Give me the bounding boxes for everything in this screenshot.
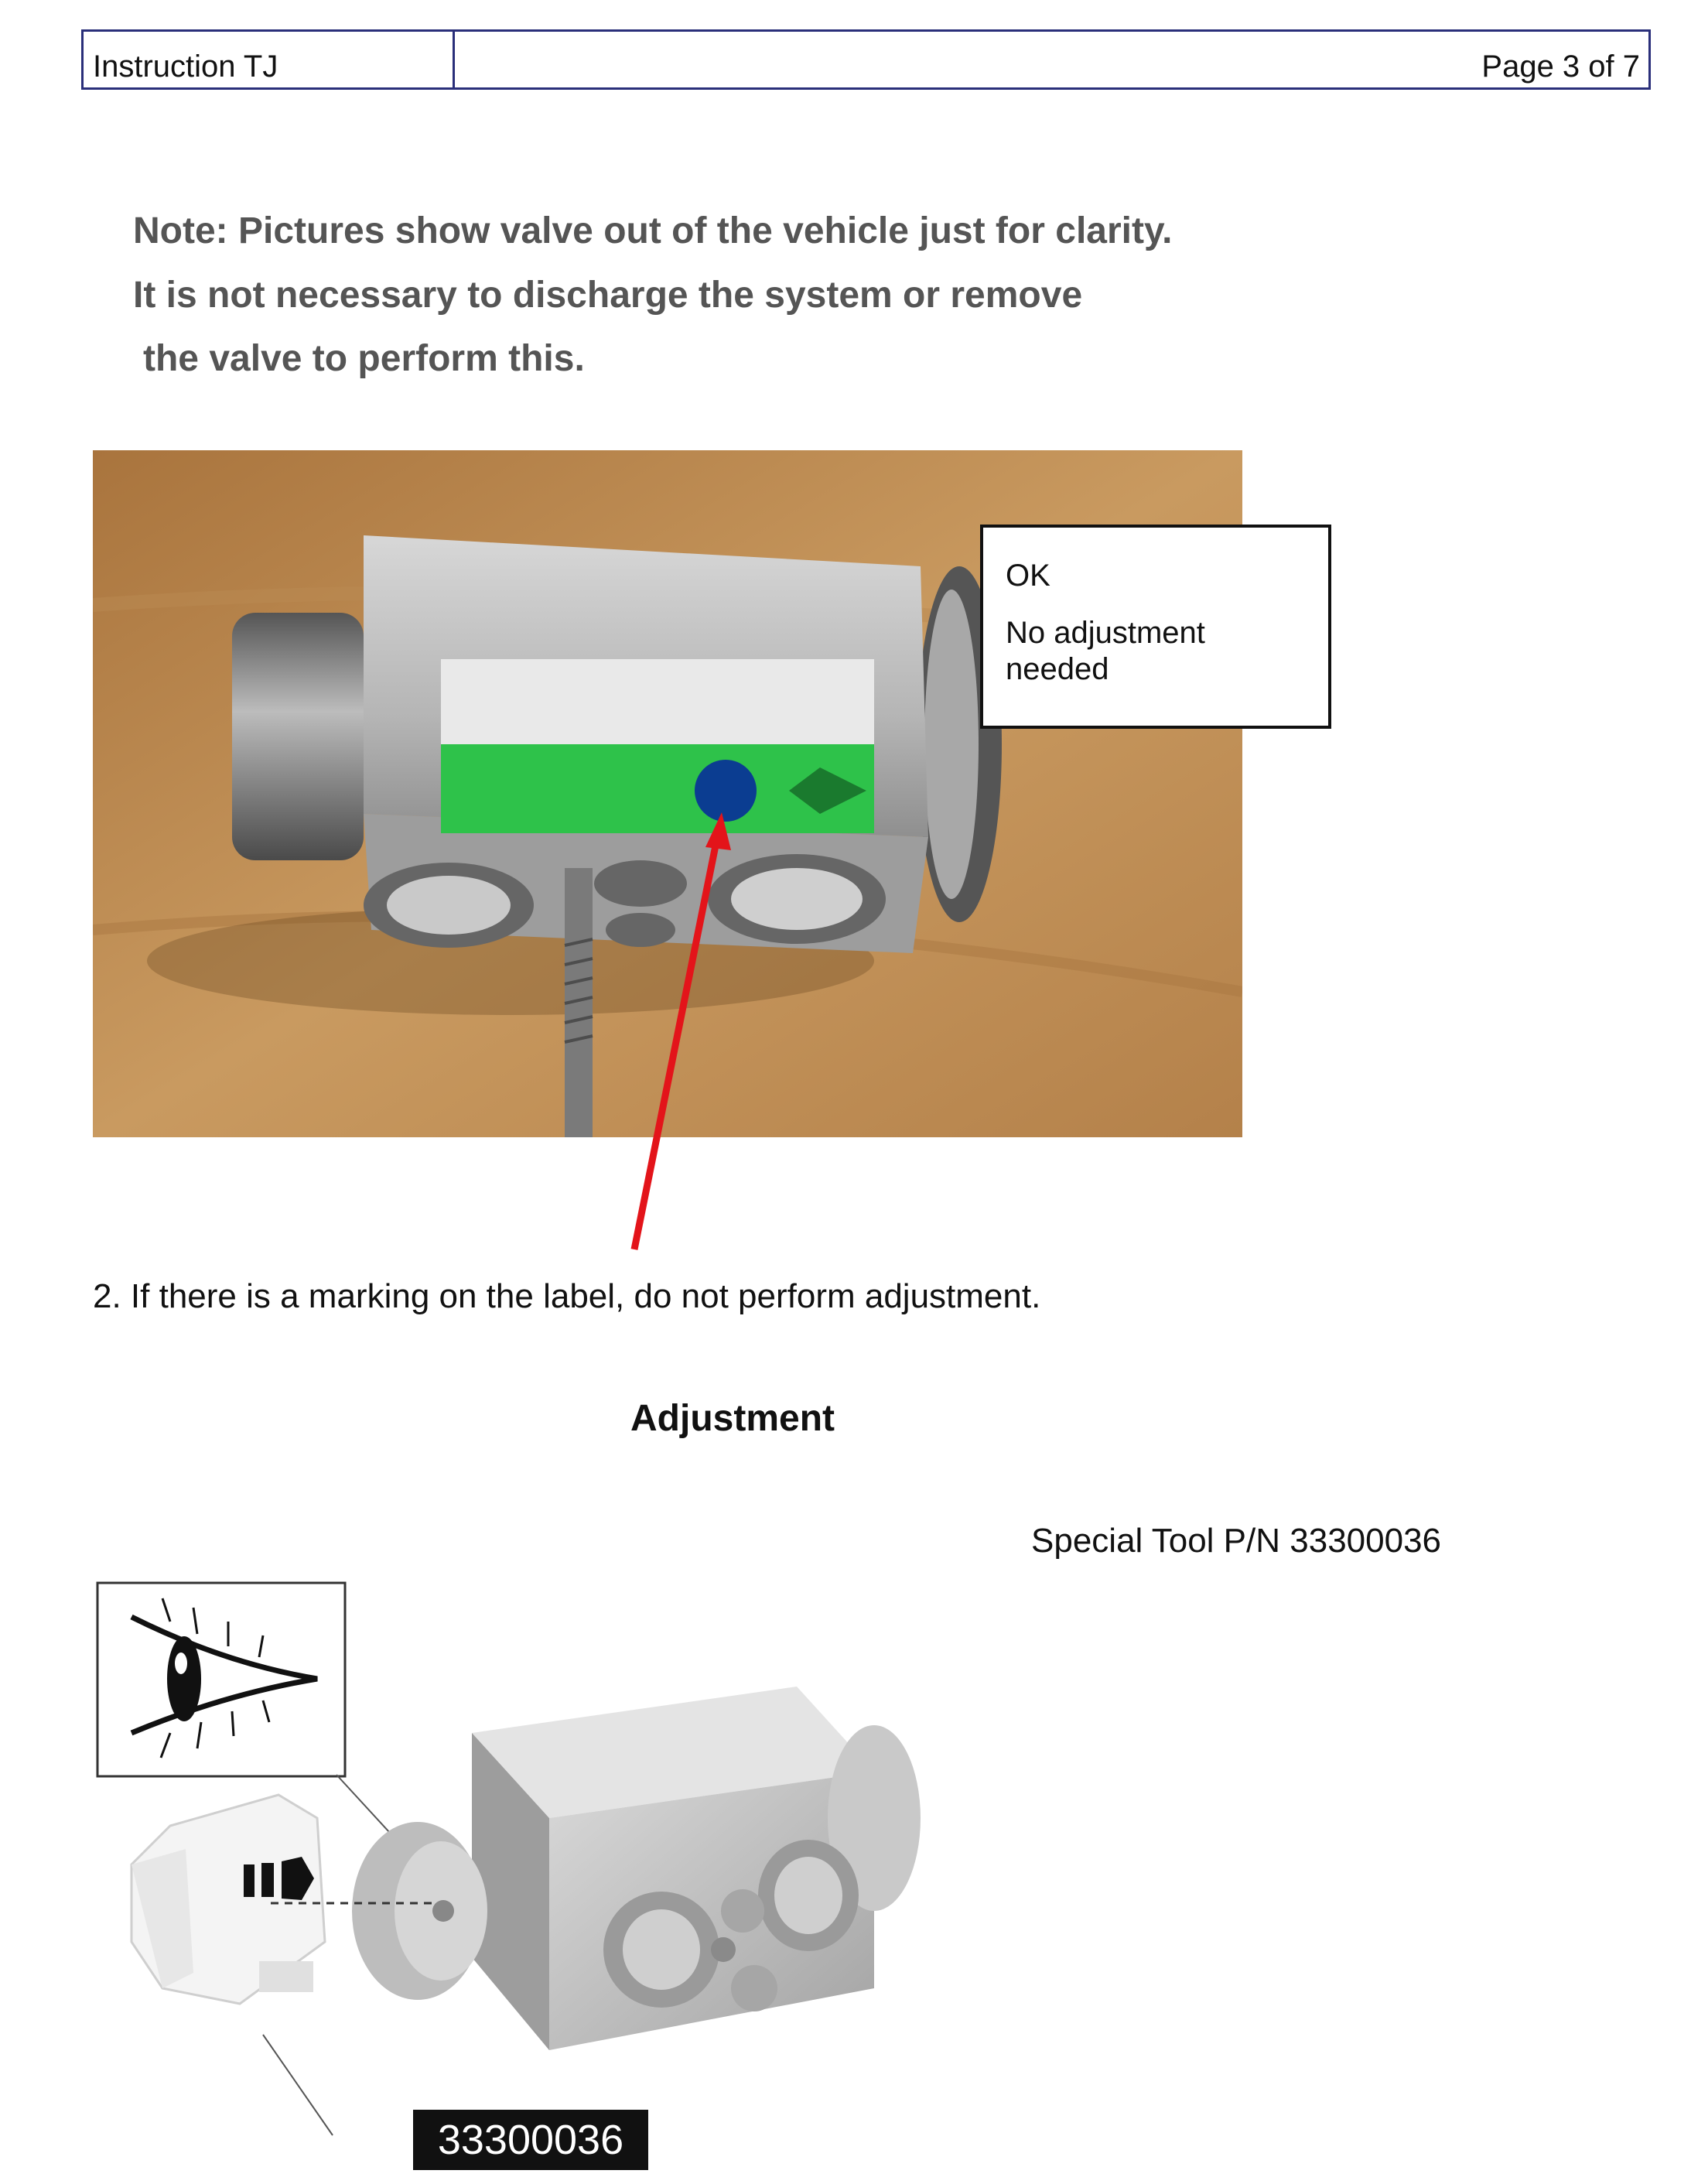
special-tool-text: Special Tool P/N 33300036 [1031, 1522, 1442, 1560]
note-line-2: It is not necessary to discharge the system or remove [133, 275, 1083, 316]
callout-text-line-2: needed [1006, 652, 1109, 686]
step-2-text: 2. If there is a marking on the label, do not perform adjustment. [93, 1277, 1041, 1315]
valve-adjustment-diagram [85, 1570, 967, 2174]
note-line-1: Note: Pictures show valve out of the vehicle just for clarity. [133, 210, 1173, 251]
header-divider [453, 29, 455, 90]
section-heading-adjustment: Adjustment [630, 1398, 835, 1439]
header-title: Instruction TJ [93, 50, 278, 84]
eye-icon [97, 1583, 345, 1776]
callout-text-line-1: No adjustment [1006, 616, 1205, 650]
callout-status: OK [1006, 559, 1050, 593]
note-line-3: the valve to perform this. [143, 338, 585, 379]
header-box [81, 29, 1651, 90]
tool-number-label: 33300036 [437, 2117, 624, 2163]
page-number: Page 3 of 7 [1481, 50, 1640, 84]
